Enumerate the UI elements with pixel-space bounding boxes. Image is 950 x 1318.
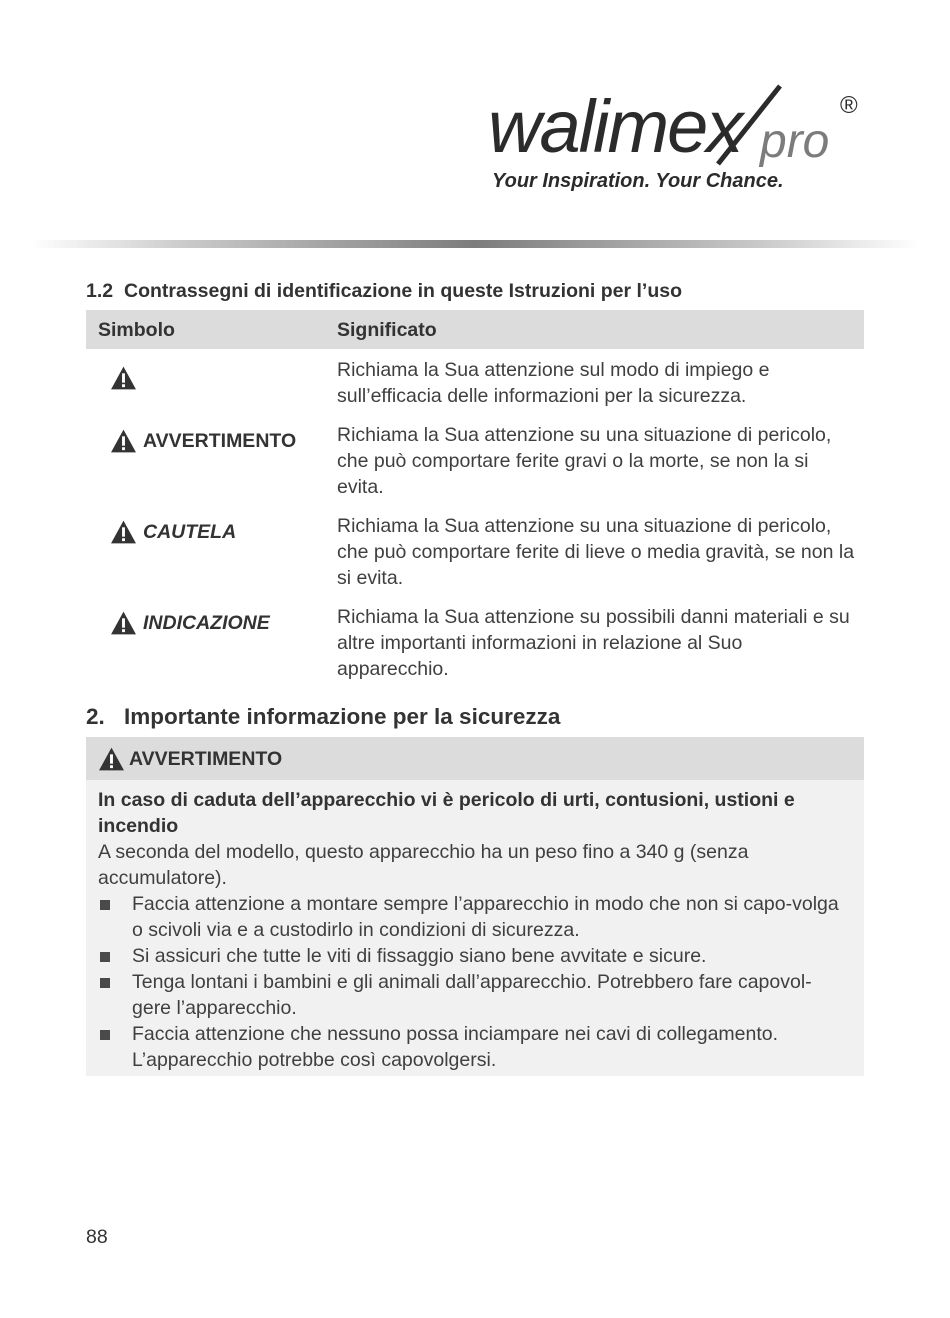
warning-triangle-icon [110,365,137,391]
symbol-label: CAUTELA [143,520,237,543]
section-number: 1.2 [86,280,114,302]
square-bullet-icon [100,978,110,988]
symbol-cell [110,519,236,545]
symbol-cell [110,428,296,454]
logo-wordmark: walimex [488,85,742,168]
table-header [86,310,864,349]
list-item-text: Tenga lontani i bambini e gli animali dall’apparecchio. Potrebbero fare capovol-gere l’apparecchio. [132,971,812,1019]
section-1-2-heading [86,280,682,303]
warning-box [86,737,864,1076]
warning-box-header [86,737,864,780]
warning-triangle-icon [110,610,137,636]
warning-title: In caso di caduta dell’apparecchio vi è pericolo di urti, contusioni, ustioni e incendio [98,789,795,837]
column-header-symbol: Simbolo [98,319,175,341]
square-bullet-icon [100,952,110,962]
warning-triangle-icon [98,746,125,772]
list-item-text: Faccia attenzione a montare sempre l’apparecchio in modo che non si capo-volga o scivoli via e a custodirlo in condizioni di sicurezza. [132,893,839,941]
symbol-label: INDICAZIONE [143,611,270,634]
symbol-cell [110,365,143,391]
section-title: Importante informazione per la sicurezza [124,704,561,729]
logo-registered-mark: ® [840,92,858,119]
logo-tagline: Your Inspiration. Your Chance. [492,170,784,192]
warning-triangle-icon [110,428,137,454]
section-title: Contrassegni di identificazione in queste Istruzioni per l’uso [124,280,682,302]
warning-box-body [98,787,850,1073]
square-bullet-icon [100,900,110,910]
meaning-cell: Richiama la Sua attenzione sul modo di impiego e sull’efficacia delle informazioni per la sicurezza. [337,359,770,407]
list-item-text: Faccia attenzione che nessuno possa inciampare nei cavi di collegamento. L’apparecchio potrebbe così capovolgersi. [132,1023,779,1071]
meaning-cell: Richiama la Sua attenzione su possibili danni materiali e su altre importanti informazioni in relazione al Suo apparecchio. [337,606,850,680]
logo-pro: pro [760,115,830,168]
warning-triangle-icon [110,519,137,545]
page-number: 88 [86,1226,108,1248]
column-header-meaning: Significato [337,319,437,341]
list-item [98,1021,850,1073]
list-item [98,969,850,1021]
warning-bullet-list [98,891,850,1073]
list-item [98,891,850,943]
symbol-label: AVVERTIMENTO [143,429,297,452]
symbol-cell [110,610,270,636]
warning-box-heading: AVVERTIMENTO [129,747,283,770]
list-item [98,943,850,969]
section-2-heading [86,704,560,730]
header-divider [30,240,920,248]
meaning-cell: Richiama la Sua attenzione su una situazione di pericolo, che può comportare ferite gravi o la morte, se non la si evita. [337,424,832,498]
section-number: 2. [86,704,105,729]
square-bullet-icon [100,1030,110,1040]
meaning-cell: Richiama la Sua attenzione su una situazione di pericolo, che può comportare ferite di lieve o media gravità, se non la si evita. [337,515,855,589]
warning-intro: A seconda del modello, questo apparecchio ha un peso fino a 340 g (senza accumulatore). [98,841,749,889]
list-item-text: Si assicuri che tutte le viti di fissaggio siano bene avvitate e sicure. [132,945,707,967]
